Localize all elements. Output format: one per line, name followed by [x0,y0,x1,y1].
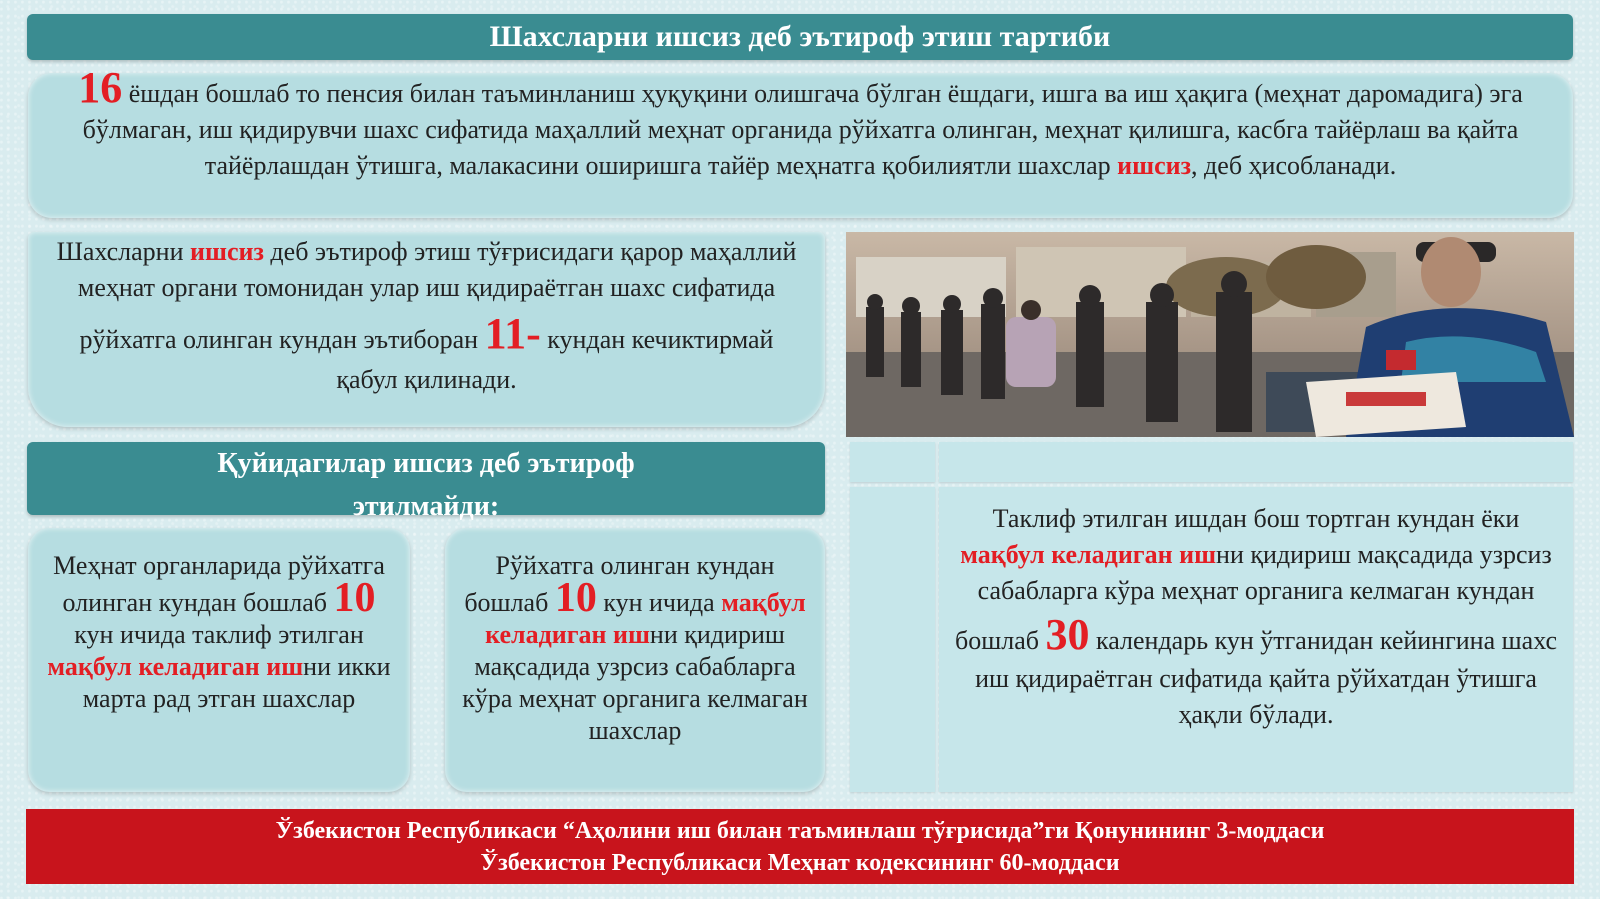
reregistration-table-top-right [939,442,1573,482]
days-number: 10 [333,575,376,621]
decision-text: Шахсларни ишсиз деб эътироф этиш тўғрисидаги қарор маҳаллий меҳнат органи томонидан улар иш қидираётган шахс сифатида рўйхатга олинган кундан эътиборан 11- кундан кечиктирмай қабул қилинади. [56,237,797,394]
days-number: 11- [484,309,541,358]
decision-panel [28,232,825,427]
page-title-bar [27,14,1573,60]
unemployed-highlight: ишсиз [1117,151,1192,180]
page-title: Шахсларни ишсиз деб эътироф этиш тартиби [489,20,1111,53]
definition-text: 16 ёшдан бошлаб то пенсия билан таъминланиш ҳуқуқини олишгача бўлган ёшдаги, ишга ва иш ҳақига (меҳнат даромадига) эга бўлмаган, иш қидирувчи шахс сифатида маҳаллий меҳнат органида рўйхатга олинган, меҳнат қилишга, касбга тайёрлаш ва қайта тайёрлашдан ўтишга, малакасини оширишга тайёр меҳнатга қобилиятли шахслар ишсиз, деб ҳисобланади. [78,63,1523,180]
reregistration-panel [939,487,1573,792]
exception-text-1: Меҳнат органларида рўйхатга олинган кундан бошлаб 10 кун ичида таклиф этилган мақбул келадиган ишни икки марта рад этган шахслар [47,551,391,713]
suitable-job-highlight: мақбул келадиган иш [960,540,1217,569]
legal-reference-line-2: Ўзбекистон Республикаси Меҳнат кодексининг 60-моддаси [480,850,1120,876]
days-number: 10 [554,575,597,621]
suitable-job-highlight: мақбул келадиган иш [485,588,806,649]
days-number: 30 [1045,610,1090,659]
definition-panel [28,63,1573,218]
not-unemployed-heading-bar [27,442,825,522]
suitable-job-highlight: мақбул келадиган иш [47,652,304,681]
job-fair-photo [846,232,1574,437]
exception-card-2 [445,528,825,792]
not-unemployed-heading: Қуйидагилар ишсиз деб эътироф этилмайди: [217,448,635,522]
exception-card-1 [28,528,410,792]
reregistration-table-left-cell [850,487,935,792]
age-number: 16 [78,63,123,112]
exception-text-2: Рўйхатга олинган кундан бошлаб 10 кун ичида мақбул келадиган ишни қидириш мақсадида узрсиз сабабларга кўра меҳнат органига келмаган шахслар [462,551,808,745]
unemployed-highlight: ишсиз [190,237,264,266]
reregistration-text: Таклиф этилган ишдан бош тортган кундан ёки мақбул келадиган ишни қидириш мақсадида узрсиз сабабларга кўра меҳнат органига келмаган кундан бошлаб 30 календарь кун ўтганидан кейингина шахс иш қидираётган сифатида қайта рўйхатдан ўтишга ҳақли бўлади. [955,504,1557,729]
reregistration-table-top-left [850,442,935,482]
photo-illustration [846,232,1574,437]
legal-reference-footer [26,809,1574,884]
legal-reference-line-1: Ўзбекистон Республикаси “Аҳолини иш билан таъминлаш тўғрисида”ги Қонунининг 3-моддаси [275,818,1325,844]
